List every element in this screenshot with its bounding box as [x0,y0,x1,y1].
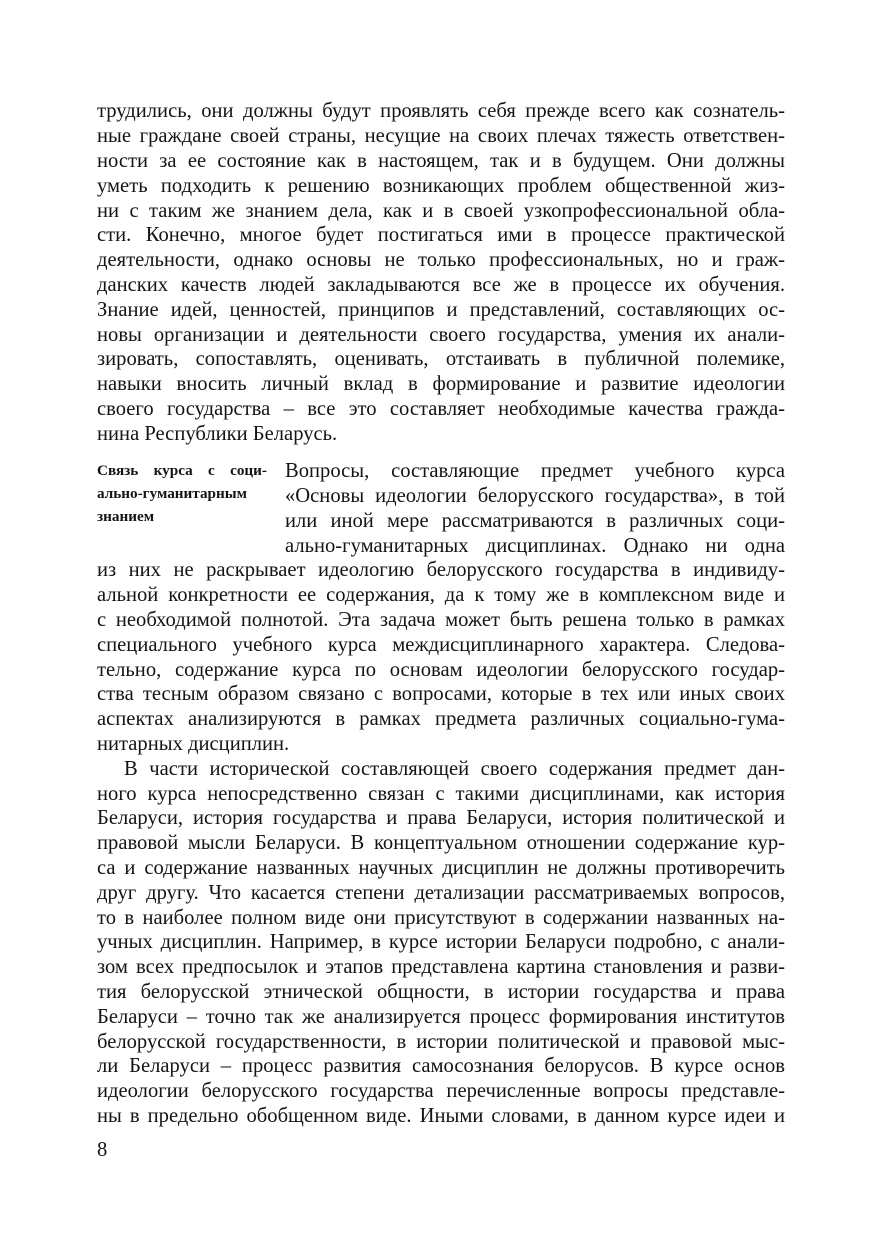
text-line: ни с таким же знанием дела, как и в своей узкопрофессиональной обла- [97,200,785,222]
text-line: В части исторической составляющей своего содержания предмет дан- [124,758,785,780]
text-line: ально-гуманитарных дисциплинах. Однако ни одна [285,535,785,557]
text-line: ного курса непосредственно связан с такими дисциплинами, как история [97,783,785,805]
text-line: тельно, содержание курса по основам идеологии белорусского государ- [97,659,785,681]
margin-heading-line: ально-гуманитарным [97,485,247,502]
text-line: белорусской государственности, в истории политической и правовой мыс- [97,1031,785,1053]
text-line: или иной мере рассматриваются в различных соци- [285,510,785,532]
text-line: зировать, сопоставлять, оценивать, отстаивать в публичной полемике, [97,348,785,370]
page-number: 8 [97,1139,108,1161]
text-line: Вопросы, составляющие предмет учебного курса [285,460,785,482]
text-line: ности за ее состояние как в настоящем, так и в будущем. Они должны [97,150,785,172]
text-line: зом всех предпосылок и этапов представлена картина становления и разви- [97,956,785,978]
text-line: нитарных дисциплин. [97,733,290,755]
text-line: правовой мысли Беларуси. В концептуальном отношении содержание кур- [97,832,785,854]
text-line: нина Республики Беларусь. [97,423,338,445]
text-line: ства тесным образом связано с вопросами, которые в тех или иных своих [97,683,785,705]
text-line: аспектах анализируются в рамках предмета различных социально-гума- [97,708,785,730]
text-line: уметь подходить к решению возникающих проблем общественной жиз- [97,175,785,197]
text-line: «Основы идеологии белорусского государства», в той [285,485,785,507]
text-line: друг другу. Что касается степени детализации рассматриваемых вопросов, [97,882,785,904]
text-line: учных дисциплин. Например, в курсе истории Беларуси подробно, с анали- [97,931,785,953]
text-line: Знание идей, ценностей, принципов и представлений, составляющих ос- [97,299,785,321]
text-line: идеологии белорусского государства перечисленные вопросы представле- [97,1080,785,1102]
text-line: ные граждане своей страны, несущие на своих плечах тяжесть ответствен- [97,125,785,147]
text-line: тия белорусской этнической общности, в истории государства и права [97,981,785,1003]
text-line: сти. Конечно, многое будет постигаться ими в процессе практической [97,224,785,246]
margin-heading-line: Связь курса с соци- [97,462,267,479]
text-line: Беларуси, история государства и права Беларуси, история политической и [97,807,785,829]
text-line: ли Беларуси – процесс развития самосознания белорусов. В курсе основ [97,1055,785,1077]
text-line: альной конкретности ее содержания, да к тому же в комплексном виде и [97,584,785,606]
text-line: трудились, они должны будут проявлять себя прежде всего как сознатель- [97,100,785,122]
text-line: ны в предельно обобщенном виде. Иными словами, в данном курсе идеи и [97,1105,785,1127]
text-line: с необходимой полнотой. Эта задача может быть решена только в рамках [97,609,785,631]
text-line: деятельности, однако основы не только профессиональных, но и граж- [97,249,785,271]
text-line: Беларуси – точно так же анализируется процесс формирования институтов [97,1006,785,1028]
text-line: из них не раскрывает идеологию белорусского государства в индивиду- [97,559,785,581]
text-line: са и содержание названных научных дисциплин не должны противоречить [97,857,785,879]
text-line: то в наиболее полном виде они присутствуют в содержании названных на- [97,907,785,929]
text-line: данских качеств людей закладываются все же в процессе их обучения. [97,274,785,296]
text-line: навыки вносить личный вклад в формирование и развитие идеологии [97,373,785,395]
text-line: новы организации и деятельности своего государства, умения их анали- [97,324,785,346]
margin-heading-line: знанием [97,508,155,525]
text-line: своего государства – все это составляет необходимые качества гражда- [97,398,785,420]
text-line: специального учебного курса междисциплинарного характера. Следова- [97,634,785,656]
